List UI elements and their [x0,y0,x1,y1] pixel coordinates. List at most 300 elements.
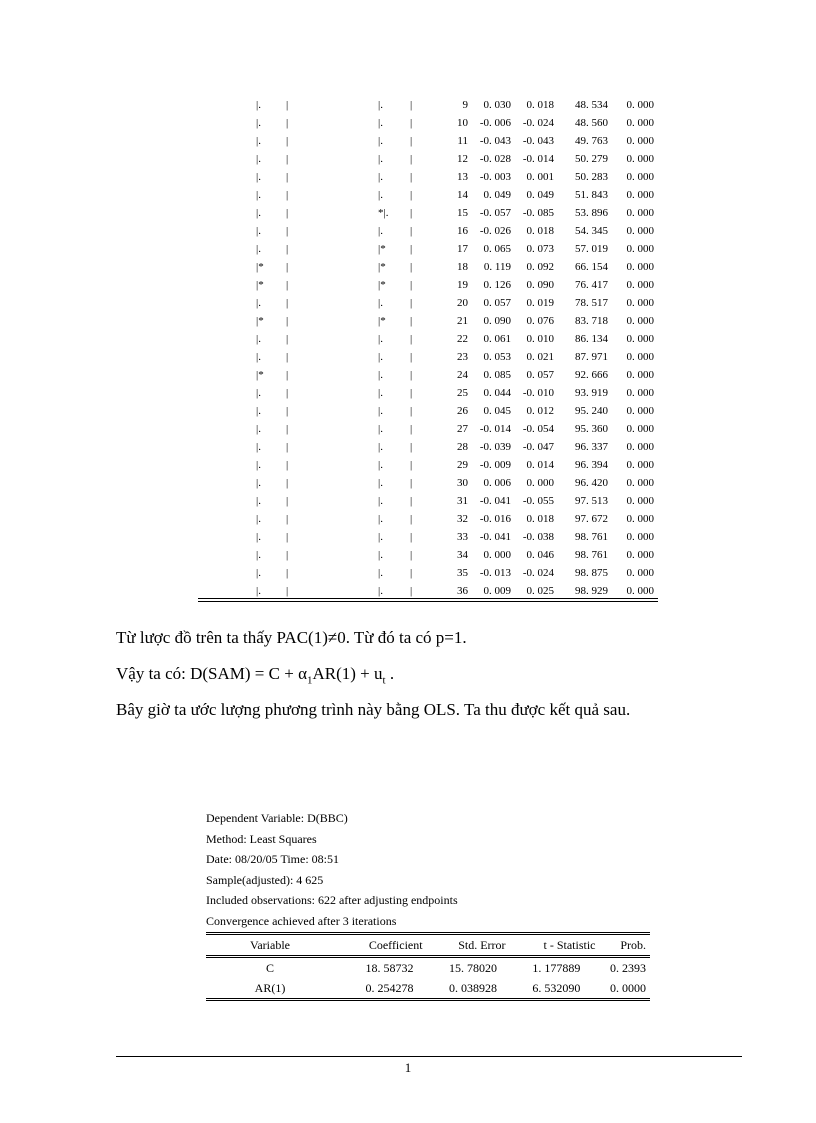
pac-bar: |. [378,117,383,129]
q-stat-value: 54. 345 [575,225,608,237]
pac-bar-edge: | [410,261,413,273]
ac-bar-edge: | [286,225,289,237]
ac-value: -0. 003 [479,171,511,183]
ac-bar: |. [256,333,261,345]
pac-bar-edge: | [410,423,413,435]
regression-info-line: Method: Least Squares [206,831,317,846]
pac-value: 0. 092 [526,261,554,273]
ac-bar: |. [256,135,261,147]
lag-value: 27 [457,423,468,435]
prob-value: 0. 000 [626,513,654,525]
ac-value: 0. 045 [483,405,511,417]
prob-value: 0. 000 [626,333,654,345]
prob-value: 0. 000 [626,99,654,111]
ac-value: -0. 016 [479,513,511,525]
pac-bar-edge: | [410,513,413,525]
ac-value: 0. 000 [483,549,511,561]
pac-bar: |. [378,585,383,597]
pac-bar-edge: | [410,279,413,291]
q-stat-value: 98. 761 [575,549,608,561]
lag-value: 18 [457,261,468,273]
pac-bar-edge: | [410,153,413,165]
ac-value: -0. 028 [479,153,511,165]
column-header: Prob. [620,937,646,952]
ac-value: -0. 009 [479,459,511,471]
ac-bar: |. [256,225,261,237]
lag-value: 34 [457,549,468,561]
pac-value: -0. 054 [522,423,554,435]
pac-bar: |. [378,171,383,183]
pac-bar-edge: | [410,441,413,453]
ac-bar: |. [256,405,261,417]
ac-value: 0. 053 [483,351,511,363]
pac-value: 0. 010 [526,333,554,345]
ac-value: 0. 085 [483,369,511,381]
ac-bar: |* [256,261,264,273]
prob-value: 0. 000 [626,549,654,561]
lag-value: 32 [457,513,468,525]
ac-value: 0. 049 [483,189,511,201]
regression-info-line: Sample(adjusted): 4 625 [206,872,324,887]
q-stat-value: 51. 843 [575,189,608,201]
equation-middle: AR(1) + u [312,664,383,683]
ac-bar: |. [256,495,261,507]
regression-column-headers [206,935,650,955]
pac-value: 0. 001 [526,171,554,183]
q-stat-value: 48. 560 [575,117,608,129]
ac-bar: |. [256,99,261,111]
ac-bar-edge: | [286,567,289,579]
ac-bar-edge: | [286,513,289,525]
regression-output [206,808,650,1001]
lag-value: 9 [462,99,468,111]
ac-bar: |. [256,351,261,363]
ac-value: -0. 013 [479,567,511,579]
ac-bar: |. [256,531,261,543]
lag-value: 12 [457,153,468,165]
ac-bar-edge: | [286,243,289,255]
pac-bar: |. [378,495,383,507]
prob-value: 0. 000 [626,495,654,507]
q-stat-value: 92. 666 [575,369,608,381]
prob-value: 0. 000 [626,225,654,237]
ac-bar-edge: | [286,549,289,561]
pac-bar-edge: | [410,531,413,543]
ac-bar: |. [256,459,261,471]
ac-bar: |. [256,297,261,309]
q-stat-value: 95. 360 [575,423,608,435]
equation-sub-alpha: 1 [306,674,313,687]
pac-bar: |. [378,387,383,399]
ac-bar: |* [256,279,264,291]
ac-bar: |. [256,387,261,399]
pac-bar-edge: | [410,207,413,219]
correlogram-row [198,168,658,186]
correlogram-rule-top [198,598,658,599]
ac-value: -0. 039 [479,441,511,453]
pac-value: 0. 090 [526,279,554,291]
ac-value: 0. 006 [483,477,511,489]
pac-bar: |. [378,351,383,363]
q-stat-value: 98. 761 [575,531,608,543]
lag-value: 29 [457,459,468,471]
regression-cell: 6. 532090 [532,980,581,995]
lag-value: 16 [457,225,468,237]
pac-bar-edge: | [410,585,413,597]
ac-value: 0. 061 [483,333,511,345]
prob-value: 0. 000 [626,351,654,363]
prob-value: 0. 000 [626,153,654,165]
pac-value: 0. 025 [526,585,554,597]
pac-bar-edge: | [410,297,413,309]
pac-bar: |. [378,99,383,111]
regression-row [206,958,650,978]
ac-value: 0. 126 [483,279,511,291]
equation-prefix: Vậy ta có: D(SAM) = C + α [116,664,307,683]
lag-value: 28 [457,441,468,453]
lag-value: 13 [457,171,468,183]
ac-bar: |. [256,477,261,489]
lag-value: 14 [457,189,468,201]
pac-bar-edge: | [410,351,413,363]
pac-value: 0. 021 [526,351,554,363]
pac-bar-edge: | [410,387,413,399]
correlogram-row [198,114,658,132]
regression-table [206,935,650,955]
ac-bar-edge: | [286,333,289,345]
equation-suffix: . [385,664,395,683]
pac-bar-edge: | [410,549,413,561]
q-stat-value: 86. 134 [575,333,608,345]
ac-bar: |. [256,243,261,255]
prob-value: 0. 000 [626,405,654,417]
ac-bar-edge: | [286,495,289,507]
paragraph-equation [116,664,394,686]
pac-bar: |* [378,261,386,273]
regression-body [206,958,650,998]
pac-value: -0. 014 [522,153,554,165]
pac-bar: |. [378,297,383,309]
regression-cell: AR(1) [254,980,286,995]
pac-bar: |. [378,513,383,525]
ac-bar-edge: | [286,261,289,273]
q-stat-value: 93. 919 [575,387,608,399]
pac-value: -0. 047 [522,441,554,453]
pac-bar: |. [378,333,383,345]
pac-value: -0. 085 [522,207,554,219]
correlogram-row [198,186,658,204]
pac-bar: |* [378,315,386,327]
pac-bar: |. [378,423,383,435]
pac-value: 0. 019 [526,297,554,309]
pac-value: 0. 012 [526,405,554,417]
pac-bar: |. [378,441,383,453]
q-stat-value: 96. 420 [575,477,608,489]
equation-sub-t: t [382,674,386,687]
q-stat-value: 98. 929 [575,585,608,597]
ac-value: -0. 041 [479,495,511,507]
lag-value: 17 [457,243,468,255]
prob-value: 0. 000 [626,135,654,147]
pac-bar-edge: | [410,117,413,129]
correlogram-row [198,564,658,582]
lag-value: 20 [457,297,468,309]
lag-value: 11 [457,135,468,147]
pac-bar: *|. [378,207,389,219]
prob-value: 0. 000 [626,531,654,543]
lag-value: 35 [457,567,468,579]
ac-value: -0. 041 [479,531,511,543]
pac-value: 0. 046 [526,549,554,561]
correlogram-row [198,456,658,474]
prob-value: 0. 000 [626,261,654,273]
pac-bar-edge: | [410,225,413,237]
ac-bar: |* [256,315,264,327]
pac-value: 0. 018 [526,225,554,237]
paragraph-pac: Từ lược đồ trên ta thấy PAC(1)≠0. Từ đó ta có p=1. [116,628,467,647]
column-header: Coefficient [368,937,423,952]
regression-cell: 0. 254278 [365,980,414,995]
correlogram-row [198,528,658,546]
q-stat-value: 83. 718 [575,315,608,327]
pac-bar-edge: | [410,369,413,381]
column-header: Std. Error [458,937,506,952]
correlogram-row [198,546,658,564]
lag-value: 25 [457,387,468,399]
ac-value: -0. 026 [479,225,511,237]
regression-info-line: Included observations: 622 after adjusting endpoints [206,893,458,908]
pac-bar-edge: | [410,405,413,417]
correlogram-row [198,204,658,222]
pac-value: 0. 073 [526,243,554,255]
ac-bar-edge: | [286,315,289,327]
regression-cell: C [265,960,274,975]
regression-rule-bottom [206,998,650,1001]
page-number: 1 [404,1060,412,1075]
pac-value: 0. 057 [526,369,554,381]
ac-bar-edge: | [286,351,289,363]
pac-bar-edge: | [410,567,413,579]
pac-bar: |. [378,369,383,381]
correlogram-rule-bottom [198,601,658,602]
correlogram-row [198,366,658,384]
q-stat-value: 78. 517 [575,297,608,309]
regression-info-line: Convergence achieved after 3 iterations [206,913,397,928]
ac-value: 0. 044 [483,387,511,399]
q-stat-value: 66. 154 [575,261,608,273]
ac-value: 0. 090 [483,315,511,327]
pac-bar: |. [378,135,383,147]
lag-value: 23 [457,351,468,363]
regression-cell: 1. 177889 [532,960,581,975]
regression-cell: 18. 58732 [365,960,414,975]
ac-bar-edge: | [286,171,289,183]
correlogram-table [198,96,658,600]
footer-rule [116,1056,742,1057]
ac-bar-edge: | [286,369,289,381]
lag-value: 10 [457,117,468,129]
ac-bar: |. [256,567,261,579]
pac-bar: |. [378,549,383,561]
pac-value: 0. 018 [526,513,554,525]
q-stat-value: 53. 896 [575,207,608,219]
pac-bar: |. [378,225,383,237]
ac-bar-edge: | [286,585,289,597]
prob-value: 0. 000 [626,189,654,201]
pac-bar: |. [378,189,383,201]
regression-cell: 15. 78020 [448,960,497,975]
pac-value: -0. 038 [522,531,554,543]
pac-bar-edge: | [410,189,413,201]
prob-value: 0. 000 [626,387,654,399]
prob-value: 0. 000 [626,477,654,489]
ac-bar: |. [256,513,261,525]
prob-value: 0. 000 [626,171,654,183]
correlogram-row [198,438,658,456]
ac-bar-edge: | [286,297,289,309]
correlogram-row [198,420,658,438]
ac-bar-edge: | [286,99,289,111]
paragraph-ols: Bây giờ ta ước lượng phương trình này bằng OLS. Ta thu được kết quả sau. [116,700,631,719]
pac-bar-edge: | [410,495,413,507]
regression-cell: 0. 0000 [610,980,646,995]
ac-bar-edge: | [286,441,289,453]
ac-bar-edge: | [286,279,289,291]
q-stat-value: 97. 513 [575,495,608,507]
lag-value: 19 [457,279,468,291]
regression-cell: 0. 038928 [448,980,497,995]
ac-bar: |. [256,423,261,435]
q-stat-value: 98. 875 [575,567,608,579]
ac-bar-edge: | [286,405,289,417]
pac-value: 0. 076 [526,315,554,327]
pac-bar: |. [378,459,383,471]
ac-bar-edge: | [286,423,289,435]
regression-row [206,978,650,998]
correlogram-row [198,258,658,276]
ac-value: -0. 043 [479,135,511,147]
correlogram-row [198,330,658,348]
pac-value: 0. 049 [526,189,554,201]
ac-bar: |* [256,369,264,381]
correlogram-row [198,312,658,330]
pac-bar-edge: | [410,315,413,327]
pac-value: -0. 024 [522,117,554,129]
correlogram-row [198,510,658,528]
q-stat-value: 50. 283 [575,171,608,183]
prob-value: 0. 000 [626,315,654,327]
q-stat-value: 57. 019 [575,243,608,255]
q-stat-value: 49. 763 [575,135,608,147]
pac-bar: |. [378,567,383,579]
ac-bar: |. [256,189,261,201]
ac-value: -0. 057 [479,207,511,219]
lag-value: 30 [457,477,468,489]
correlogram-row [198,402,658,420]
ac-value: 0. 057 [483,297,511,309]
prob-value: 0. 000 [626,117,654,129]
column-header: Variable [250,937,290,952]
lag-value: 33 [457,531,468,543]
prob-value: 0. 000 [626,441,654,453]
ac-bar-edge: | [286,459,289,471]
pac-bar: |* [378,279,386,291]
correlogram-row [198,240,658,258]
pac-value: -0. 024 [522,567,554,579]
regression-cell: 0. 2393 [610,960,646,975]
ac-value: 0. 065 [483,243,511,255]
ac-bar: |. [256,549,261,561]
pac-value: 0. 014 [526,459,554,471]
prob-value: 0. 000 [626,369,654,381]
pac-bar-edge: | [410,243,413,255]
prob-value: 0. 000 [626,207,654,219]
ac-value: -0. 014 [479,423,511,435]
pac-bar: |. [378,531,383,543]
pac-bar-edge: | [410,333,413,345]
correlogram-row [198,348,658,366]
ac-bar-edge: | [286,189,289,201]
prob-value: 0. 000 [626,423,654,435]
pac-value: -0. 043 [522,135,554,147]
correlogram-row [198,294,658,312]
ac-value: 0. 030 [483,99,511,111]
ac-bar-edge: | [286,387,289,399]
ac-value: 0. 119 [483,261,511,273]
correlogram-row [198,492,658,510]
ac-bar: |. [256,171,261,183]
ac-bar-edge: | [286,153,289,165]
correlogram-row [198,276,658,294]
ac-bar: |. [256,585,261,597]
ac-bar-edge: | [286,531,289,543]
ac-value: -0. 006 [479,117,511,129]
prob-value: 0. 000 [626,585,654,597]
pac-bar-edge: | [410,459,413,471]
ac-bar: |. [256,117,261,129]
ac-bar-edge: | [286,135,289,147]
pac-bar-edge: | [410,99,413,111]
prob-value: 0. 000 [626,297,654,309]
lag-value: 36 [457,585,468,597]
correlogram-row [198,96,658,114]
prob-value: 0. 000 [626,567,654,579]
regression-info-line: Date: 08/20/05 Time: 08:51 [206,852,340,867]
ac-bar-edge: | [286,117,289,129]
prob-value: 0. 000 [626,459,654,471]
ac-bar-edge: | [286,207,289,219]
q-stat-value: 96. 337 [575,441,608,453]
column-header: t - Statistic [543,937,596,952]
q-stat-value: 48. 534 [575,99,608,111]
pac-bar: |. [378,153,383,165]
pac-bar-edge: | [410,477,413,489]
ac-bar: |. [256,207,261,219]
prob-value: 0. 000 [626,243,654,255]
q-stat-value: 97. 672 [575,513,608,525]
correlogram-row [198,384,658,402]
q-stat-value: 96. 394 [575,459,608,471]
pac-value: -0. 010 [522,387,554,399]
q-stat-value: 95. 240 [575,405,608,417]
pac-value: 0. 018 [526,99,554,111]
correlogram-row [198,150,658,168]
lag-value: 21 [457,315,468,327]
ac-value: 0. 009 [483,585,511,597]
lag-value: 26 [457,405,468,417]
pac-value: -0. 055 [522,495,554,507]
q-stat-value: 50. 279 [575,153,608,165]
